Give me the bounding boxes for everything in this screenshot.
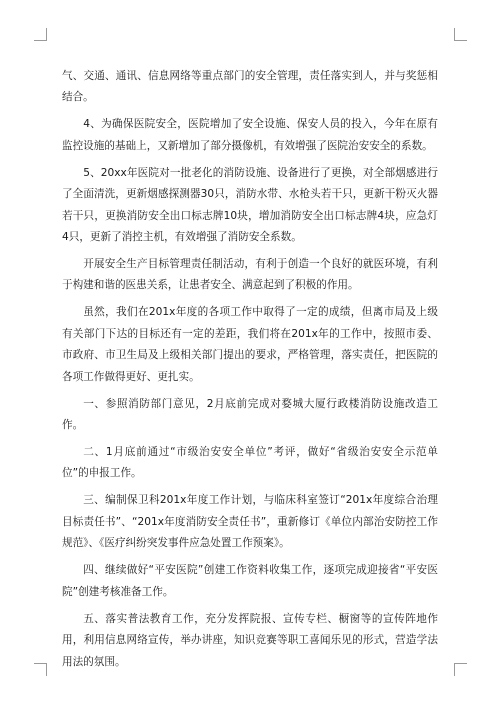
paragraph-plan-3: 三、编制保卫科201x年度工作计划，与临床科室签订“201x年度综合治理目标责任书”、“201x年度消防安全责任书”，重新修订《单位内部治安防控工作规范》、《医疗纠纷突发事件应急处置工作预案》。 <box>62 494 438 550</box>
paragraph-safety-activity: 开展安全生产目标管理责任制活动，有利于创造一个良好的就医环境，有利于构建和谐的医患关系，让患者安全、满意起到了积极的作用。 <box>62 258 438 292</box>
crop-mark-top-right <box>454 28 467 41</box>
crop-mark-bottom-left <box>34 663 47 676</box>
paragraph-item-5: 5、20xx年医院对一批老化的消防设施、设备进行了更换，对全部烟感进行了全面清洗，更新烟感探测器30只，消防水带、水枪头若干只，更新干粉灭火器若干只，更换消防安全出口标志牌10块，增加消防安全出口标志牌4块，应急灯4只，更新了消控主机，有效增强了消防安全系数。 <box>62 166 438 244</box>
paragraph-item-4: 4、为确保医院安全，医院增加了安全设施、保安人员的投入，今年在原有监控设施的基础上，又新增加了部分摄像机，有效增强了医院治安安全的系数。 <box>62 118 438 152</box>
paragraph-plan-4: 四、继续做好“平安医院”创建工作资料收集工作，逐项完成迎接省“平安医院”创建考核准备工作。 <box>62 564 438 598</box>
crop-mark-bottom-right <box>454 663 467 676</box>
crop-mark-top-left <box>34 28 47 41</box>
paragraph-continuation: 气、交通、通讯、信息网络等重点部门的安全管理，责任落实到人，并与奖惩相结合。 <box>62 70 438 104</box>
paragraph-plan-2: 二、1月底前通过“市级治安安全单位”考评，做好“省级治安安全示范单位”的申报工作。 <box>62 446 438 480</box>
paragraph-summary: 虽然，我们在201x年度的各项工作中取得了一定的成绩，但离市局及上级有关部门下达的目标还有一定的差距，我们将在201x年的工作中，按照市委、市政府、市卫生局及上级相关部门提出的要求，严格管理，落实责任，把医院的各项工作做得更好、更扎实。 <box>62 306 438 383</box>
document-body <box>62 66 438 679</box>
paragraph-plan-1: 一、参照消防部门意见，2月底前完成对婺城大厦行政楼消防设施改造工作。 <box>62 397 438 432</box>
paragraph-plan-5: 五、落实普法教育工作，充分发挥院报、宣传专栏、橱窗等的宣传阵地作用，利用信息网络宣传，举办讲座，知识竞赛等职工喜闻乐见的形式，营造学法用法的氛围。 <box>62 612 438 668</box>
